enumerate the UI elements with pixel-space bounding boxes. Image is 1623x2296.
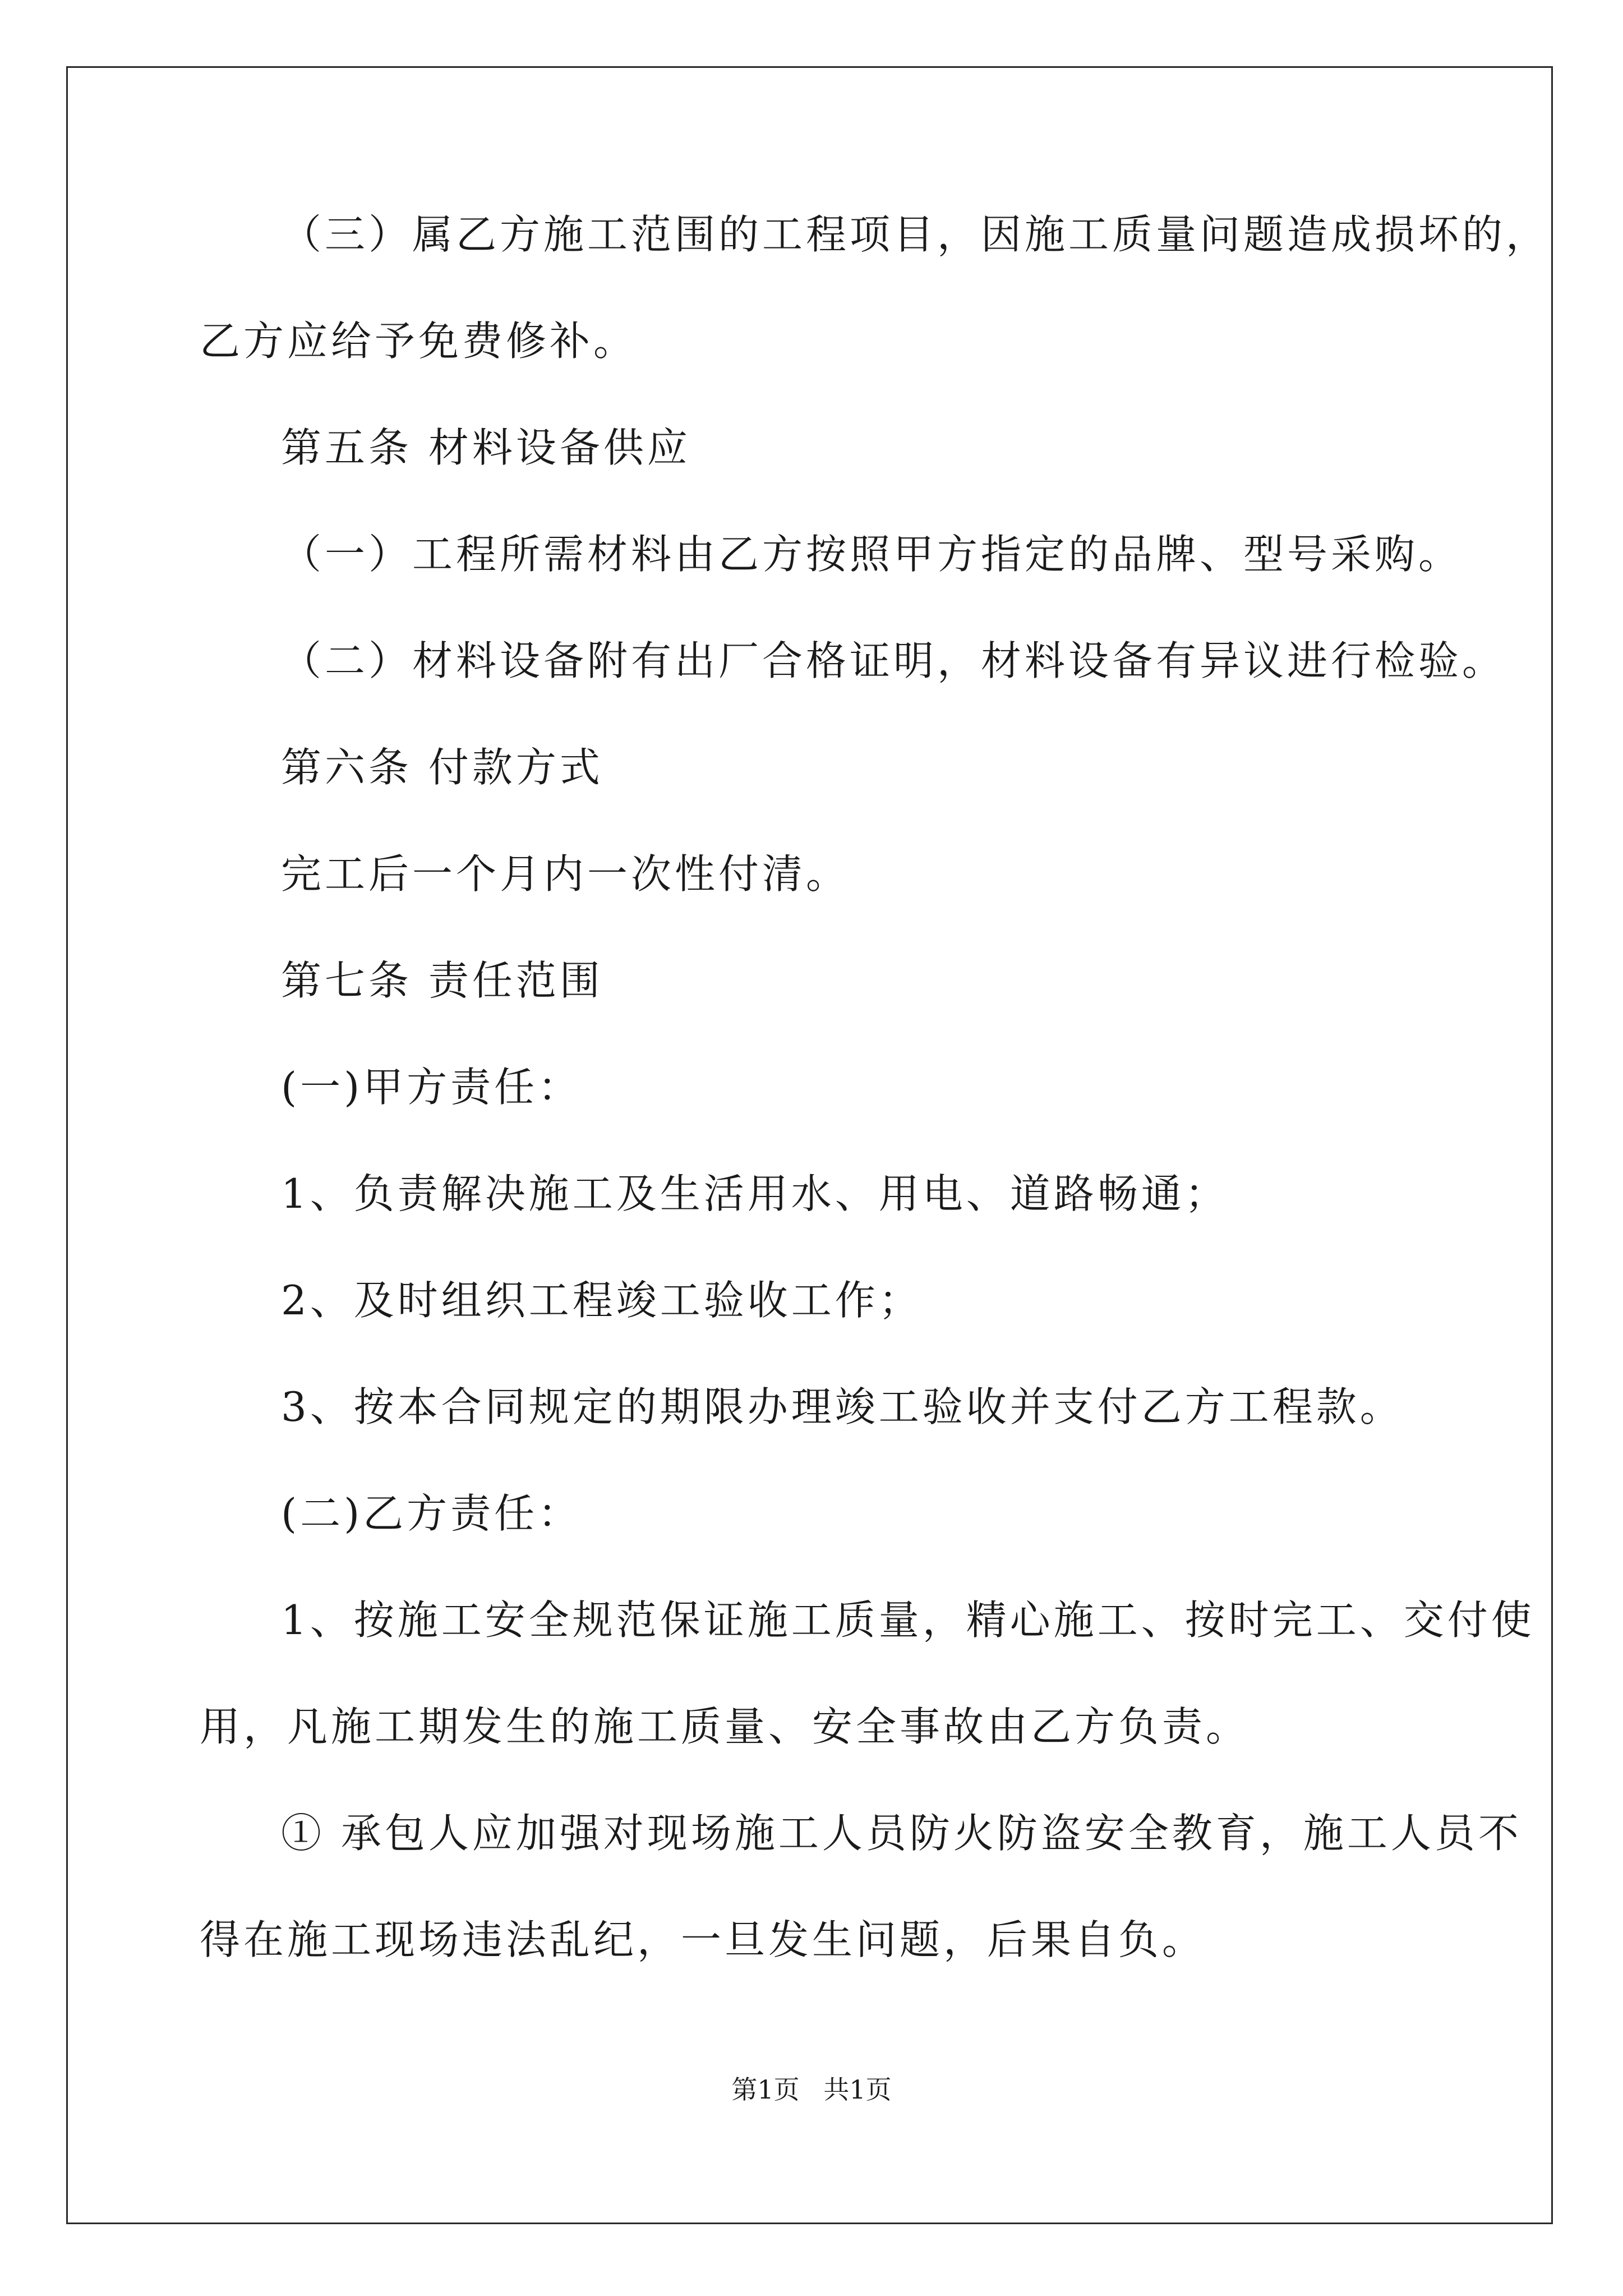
list-item-continuation: 用，凡施工期发生的施工质量、安全事故由乙方负责。 [200,1703,1250,1750]
list-item-continuation: 得在施工现场违法乱纪，一旦发生问题，后果自负。 [200,1916,1206,1963]
subsection-heading: (二)乙方责任： [281,1490,582,1537]
list-item: 1、负责解决施工及生活用水、用电、道路畅通； [281,1170,1229,1217]
paragraph-line: （二）材料设备附有出厂合格证明，材料设备有异议进行检验。 [281,637,1506,684]
paragraph-line: 完工后一个月内一次性付清。 [281,850,850,898]
list-item: 1、按施工安全规范保证施工质量，精心施工、按时完工、交付使 [281,1596,1535,1644]
page-number-current: 第1页 [731,2074,800,2105]
page-footer [0,2074,1623,2105]
page-border [66,66,1553,2224]
subsection-heading: (一)甲方责任： [281,1064,582,1111]
section-heading: 第七条 责任范围 [281,957,603,1004]
paragraph-line: 乙方应给予免费修补。 [200,318,638,365]
paragraph-line: （三）属乙方施工范围的工程项目，因施工质量问题造成损坏的， [281,211,1550,258]
list-item: 2、及时组织工程竣工验收工作； [281,1277,923,1324]
page-number-total: 共1页 [823,2074,892,2105]
section-heading: 第五条 材料设备供应 [281,424,691,471]
paragraph-line: （一）工程所需材料由乙方按照甲方指定的品牌、型号采购。 [281,531,1463,578]
section-heading: 第六条 付款方式 [281,744,603,791]
list-item: ① 承包人应加强对现场施工人员防火防盗安全教育，施工人员不 [281,1810,1522,1857]
list-item: 3、按本合同规定的期限办理竣工验收并支付乙方工程款。 [281,1383,1404,1430]
